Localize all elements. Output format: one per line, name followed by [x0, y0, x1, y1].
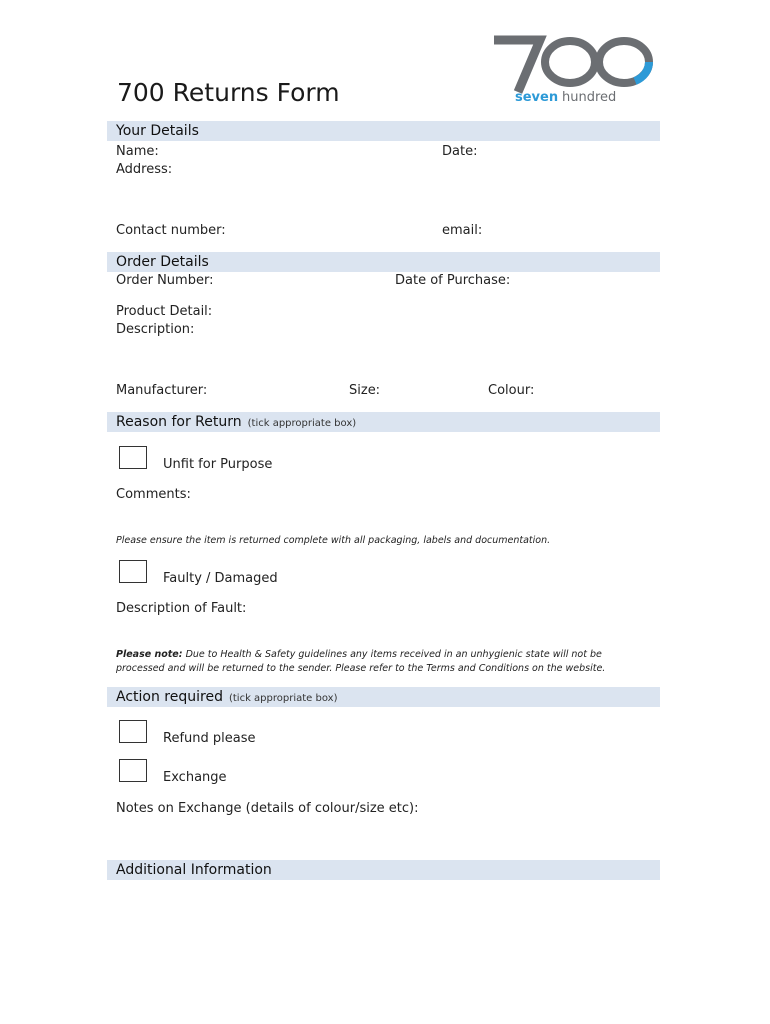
name-label: Name:	[116, 144, 159, 159]
sevenhundred-logo	[488, 30, 658, 110]
size-label: Size:	[349, 383, 381, 398]
unfit-for-purpose-checkbox[interactable]	[119, 446, 147, 469]
health-note-line1: Due to Health & Safety guidelines any items received in an unhygienic state will not be	[185, 649, 602, 660]
section-heading-reason	[116, 414, 356, 430]
health-note-bold: Please note:	[116, 649, 183, 660]
logo-word-seven: seven	[515, 90, 559, 105]
health-note-line2: processed and will be returned to the sender. Please refer to the Terms and Conditions on the website.	[116, 663, 606, 674]
packaging-note: Please ensure the item is returned complete with all packaging, labels and documentation.	[116, 535, 551, 546]
section-heading-additional: Additional Information	[116, 862, 272, 878]
logo-blue-arc	[635, 62, 649, 81]
description-label: Description:	[116, 322, 195, 337]
manufacturer-label: Manufacturer:	[116, 383, 208, 398]
reason-heading-note: (tick appropriate box)	[247, 418, 357, 429]
date-of-purchase-label: Date of Purchase:	[395, 273, 511, 288]
order-number-label: Order Number:	[116, 273, 214, 288]
unfit-for-purpose-label: Unfit for Purpose	[163, 457, 273, 472]
refund-checkbox[interactable]	[119, 720, 147, 743]
contact-number-label: Contact number:	[116, 223, 226, 238]
logo-word-hundred: hundred	[562, 90, 617, 105]
product-detail-label: Product Detail:	[116, 304, 213, 319]
description-of-fault-label: Description of Fault:	[116, 601, 247, 616]
exchange-notes-label: Notes on Exchange (details of colour/size etc):	[116, 801, 419, 816]
date-label: Date:	[442, 144, 478, 159]
logo-seven-glyph	[494, 40, 540, 92]
colour-label: Colour:	[488, 383, 535, 398]
address-label: Address:	[116, 162, 173, 177]
page-title: 700 Returns Form	[117, 78, 340, 107]
section-heading-your-details: Your Details	[116, 123, 199, 139]
exchange-checkbox[interactable]	[119, 759, 147, 782]
refund-label: Refund please	[163, 731, 256, 746]
action-heading-note: (tick appropriate box)	[228, 693, 338, 704]
action-heading-text: Action required	[116, 689, 223, 705]
logo-zero-glyph-1	[545, 41, 595, 83]
email-label: email:	[442, 223, 483, 238]
health-safety-note	[116, 648, 656, 676]
comments-label: Comments:	[116, 487, 191, 502]
exchange-label: Exchange	[163, 770, 227, 785]
section-heading-action	[116, 689, 337, 705]
faulty-damaged-checkbox[interactable]	[119, 560, 147, 583]
faulty-damaged-label: Faulty / Damaged	[163, 571, 278, 586]
reason-heading-text: Reason for Return	[116, 414, 242, 430]
section-heading-order-details: Order Details	[116, 254, 209, 270]
